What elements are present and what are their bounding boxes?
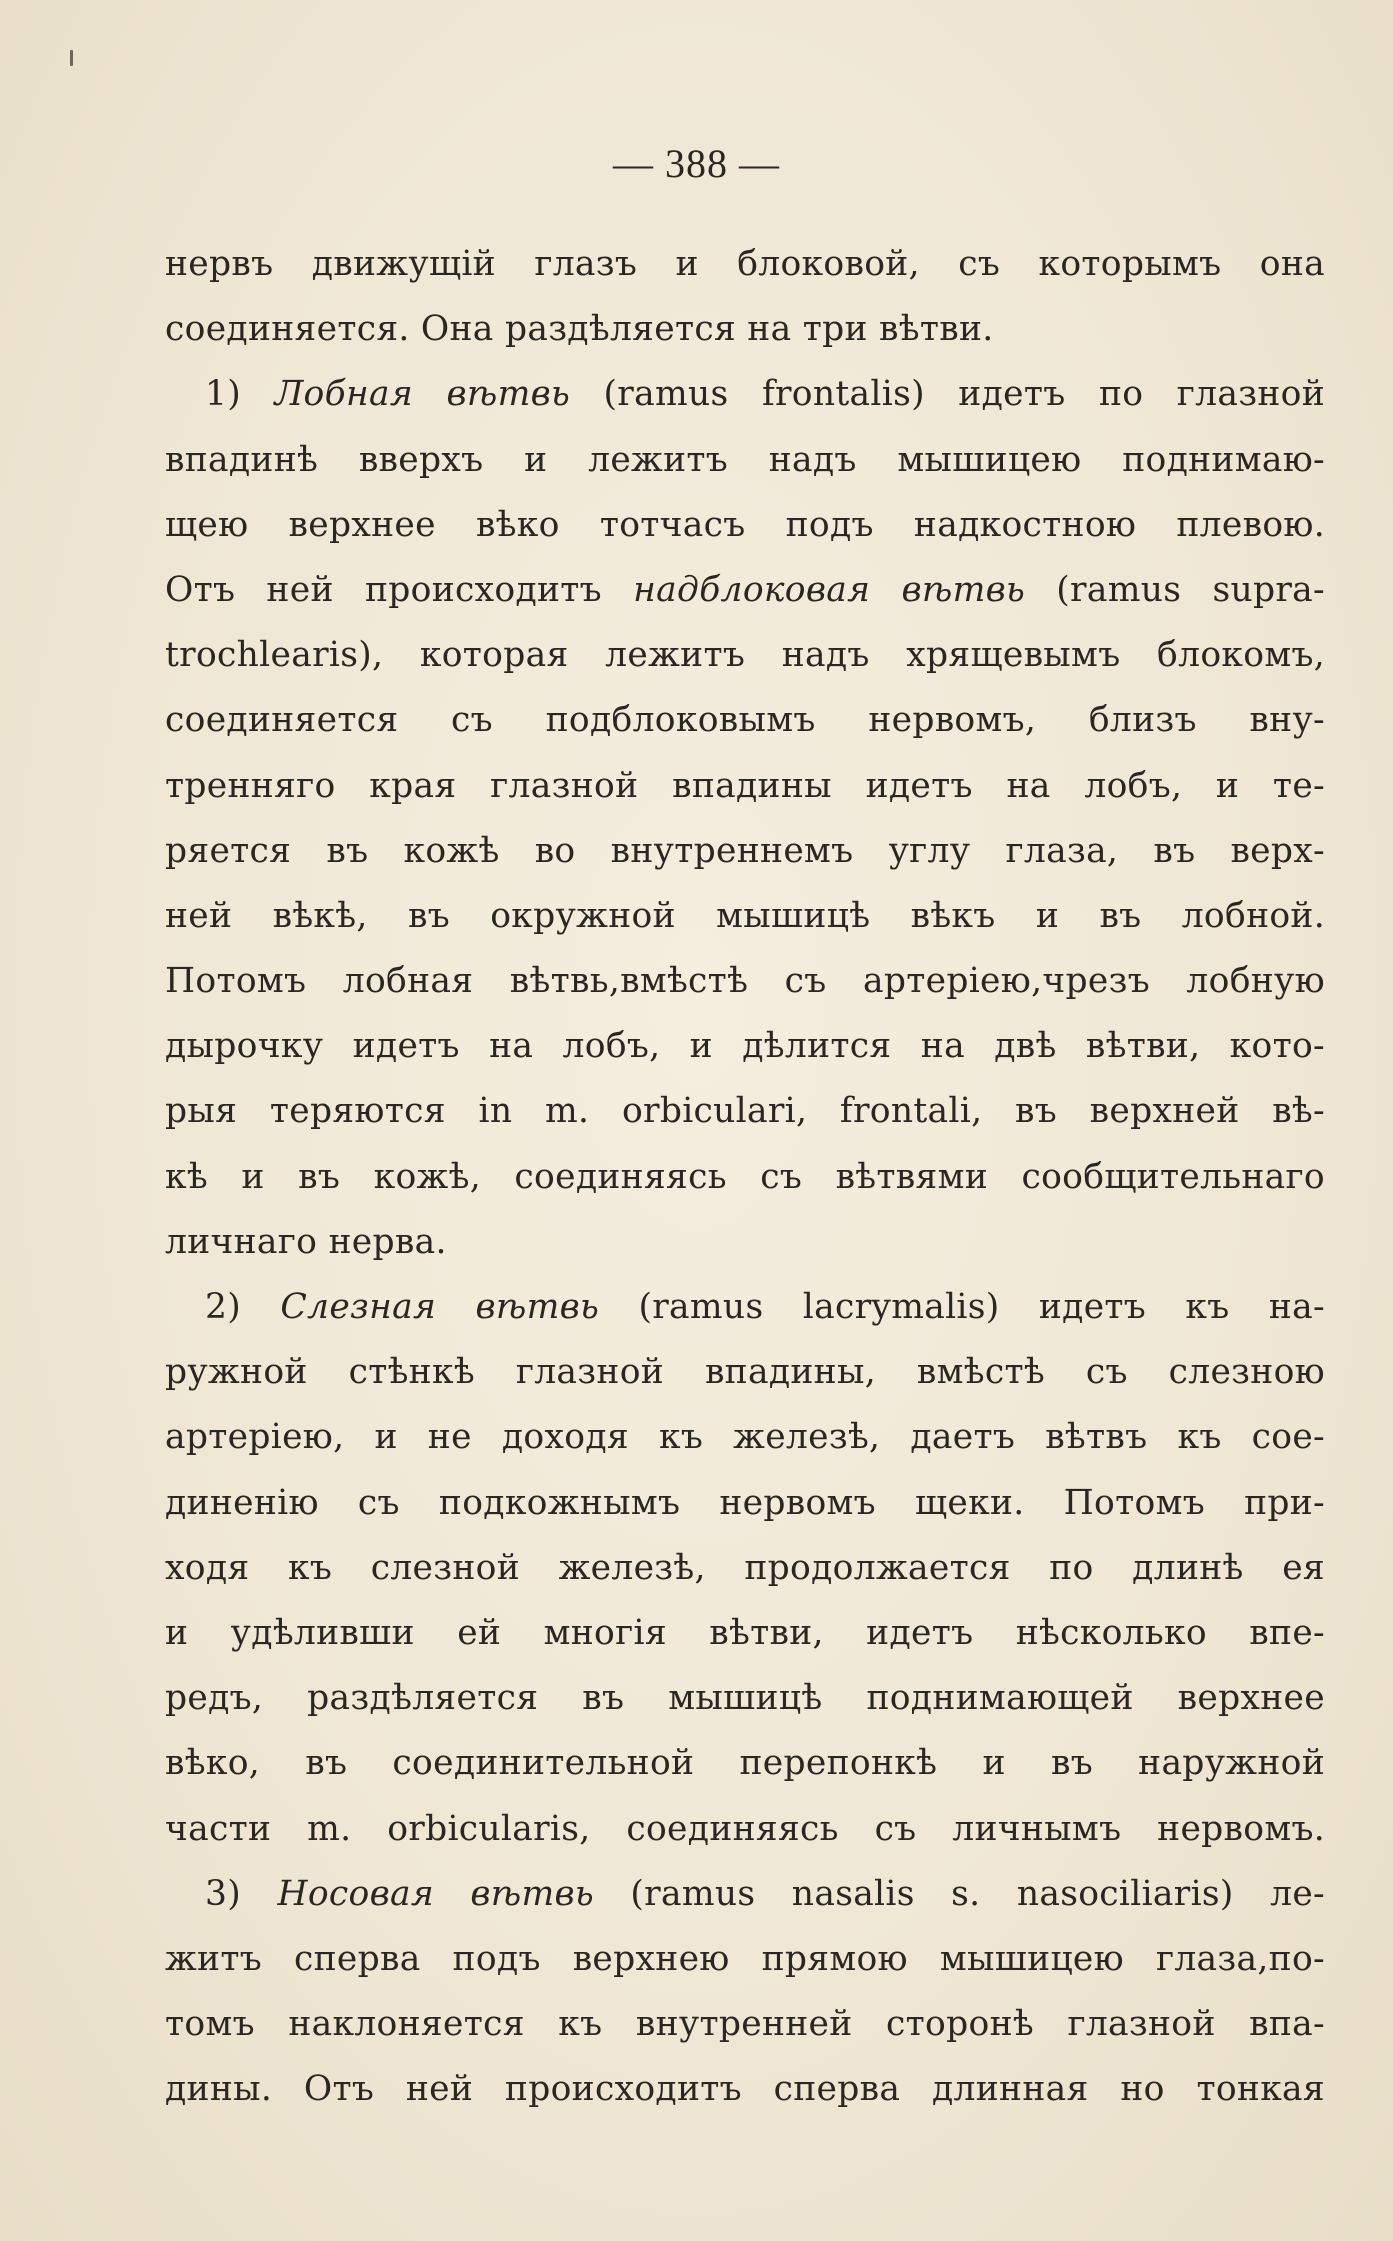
text-line (165, 1601, 1325, 1666)
text-line (165, 1145, 1325, 1210)
text-line (165, 1927, 1325, 1992)
text-line (165, 1666, 1325, 1731)
text-line (165, 623, 1325, 688)
text-run: впадинѣ вверхъ и лежитъ надъ мышицею поднимаю- (165, 439, 1325, 480)
text-run: ружной стѣнкѣ глазной впадины, вмѣстѣ съ слезною (165, 1352, 1325, 1393)
text-run: соединяется съ подблоковымъ нервомъ, близъ вну- (165, 700, 1325, 741)
text-run: (ramus frontalis) идетъ по глазной (570, 374, 1325, 415)
page-number: — 388 — (613, 141, 780, 186)
text-line (165, 1536, 1325, 1601)
text-line (165, 884, 1325, 949)
text-run: редъ, раздѣляется въ мышицѣ поднимающей верхнее (165, 1678, 1325, 1719)
text-line (165, 1210, 1325, 1275)
text-run: диненію съ подкожнымъ нервомъ щеки. Потомъ при- (165, 1482, 1325, 1523)
text-line (165, 1797, 1325, 1862)
text-run: 1) (205, 374, 275, 415)
text-line (165, 1275, 1325, 1340)
text-line (165, 1862, 1325, 1927)
italic-term: Слезная вѣтвь (280, 1287, 600, 1327)
text-run: житъ сперва подъ верхнею прямою мышицею глаза,по- (165, 1938, 1325, 1979)
text-run: тренняго края глазной впадины идетъ на лобъ, и те- (165, 765, 1325, 806)
text-line (165, 1340, 1325, 1405)
text-line (165, 493, 1325, 558)
text-line (165, 558, 1325, 623)
text-run: артеріею, и не доходя къ железѣ, даетъ вѣтвъ къ сое- (165, 1417, 1325, 1458)
text-run: (ramus nasalis s. nasociliaris) ле- (594, 1873, 1325, 1914)
text-line (165, 1079, 1325, 1144)
text-line (165, 949, 1325, 1014)
text-run: кѣ и въ кожѣ, соединяясь съ вѣтвями сообщительнаго (165, 1156, 1325, 1197)
text-run: Отъ ней происходитъ (165, 569, 634, 610)
text-line (165, 754, 1325, 819)
text-line (165, 819, 1325, 884)
body-text (165, 232, 1325, 2122)
text-run: вѣко, въ соединительной перепонкѣ и въ наружной (165, 1743, 1325, 1784)
text-run: (ramus lacrymalis) идетъ къ на- (599, 1287, 1325, 1327)
text-run: дины. Отъ ней происходитъ сперва длинная но тонкая (165, 2069, 1325, 2110)
text-line (165, 1471, 1325, 1536)
text-line (165, 2057, 1325, 2122)
italic-term: Носовая вѣтвь (277, 1873, 594, 1914)
text-line (165, 1731, 1325, 1796)
text-run: 3) (205, 1873, 278, 1914)
text-line (165, 362, 1325, 427)
italic-term: надблоковая вѣтвь (633, 569, 1026, 610)
margin-mark (70, 50, 73, 66)
text-run: ней вѣкѣ, въ окружной мышицѣ вѣкъ и въ лобной. (165, 895, 1325, 936)
text-run: рыя теряются in m. orbiculari, frontali, въ верхней вѣ- (165, 1091, 1325, 1132)
text-run: нервъ движущій глазъ и блоковой, съ которымъ она (165, 244, 1325, 284)
text-run: ходя къ слезной железѣ, продолжается по длинѣ ея (165, 1547, 1325, 1588)
text-line (165, 297, 1325, 362)
text-run: соединяется. Она раздѣляется на три вѣтви. (165, 309, 994, 350)
text-run: томъ наклоняется къ внутренней сторонѣ глазной впа- (165, 2004, 1325, 2045)
text-run: части m. orbicularis, соединяясь съ личнымъ нервомъ. (165, 1808, 1325, 1849)
text-line (165, 1405, 1325, 1470)
text-run: личнаго нерва. (165, 1221, 447, 1262)
text-run: trochlearis), которая лежитъ надъ хрящевымъ блокомъ, (165, 635, 1325, 676)
text-line (165, 1992, 1325, 2057)
text-run: дырочку идетъ на лобъ, и дѣлится на двѣ вѣтви, кото- (165, 1026, 1325, 1067)
text-run: Потомъ лобная вѣтвь,вмѣстѣ съ артеріею,чрезъ лобную (165, 961, 1325, 1002)
text-line (165, 688, 1325, 753)
text-run: щею верхнее вѣко тотчасъ подъ надкостною плевою. (165, 504, 1325, 545)
text-line (165, 428, 1325, 493)
text-run: и удѣливши ей многія вѣтви, идетъ нѣсколько впе- (165, 1612, 1325, 1653)
text-run: (ramus supra- (1025, 569, 1325, 610)
italic-term: Лобная вѣтвь (274, 374, 571, 415)
text-line (165, 232, 1325, 297)
text-run: 2) (205, 1287, 281, 1327)
text-run: ряется въ кожѣ во внутреннемъ углу глаза, въ верх- (165, 830, 1325, 871)
text-line (165, 1014, 1325, 1079)
